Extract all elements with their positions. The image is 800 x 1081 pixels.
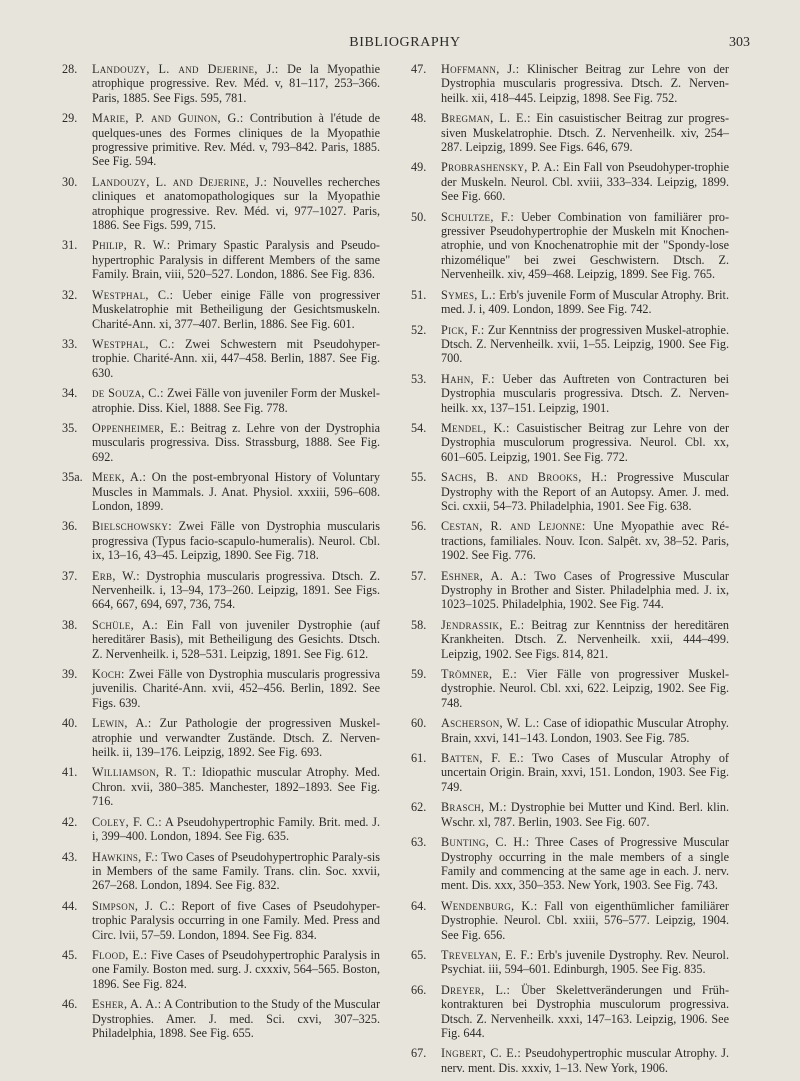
entry-number: 63. — [411, 835, 427, 850]
entry-citation: Ein Fall von Pseudohyper-trophie der Muskeln. Neurol. Cbl. xviii, 333–334. Leipzig, 1899. See Fig. 660. — [441, 160, 729, 204]
left-column — [62, 62, 380, 1046]
bibliography-entry — [62, 238, 380, 281]
bibliography-entry — [62, 667, 380, 710]
entry-citation: Dystrophie bei Mutter und Kind. Berl. klin. Wschr. xl, 787. Berlin, 1903. See Fig. 607. — [441, 800, 730, 829]
bibliography-entry — [62, 288, 380, 331]
entry-author: Symes, L.: — [441, 287, 496, 302]
entry-citation: Beitrag z. Lehre von der Dystrophia muscularis progressiva. Diss. Strassburg, 1888. See Fig. 692. — [92, 420, 381, 464]
bibliography-entry — [411, 519, 729, 562]
entry-citation: Zur Pathologie der progressiven Muskel-atrophie und verwandter Zustände. Dtsch. Z. Nerven-heilk. ii, 139–176. Leipzig, 1892. See Fig. 693. — [92, 716, 381, 760]
entry-author: Eshner, A. A.: — [441, 568, 527, 583]
entry-citation: Fall von eigenthümlicher familiärer Dystrophie. Neurol. Cbl. xxiii, 576–577. Leipzig, 1904. See Fig. 656. — [441, 898, 729, 942]
entry-citation: Two Cases of Muscular Atrophy of uncertain Origin. Brain, xxvi, 151. London, 1903. See Fig. 749. — [441, 751, 729, 794]
bibliography-entry — [62, 815, 380, 844]
entry-citation: Beitrag zur Kenntniss der hereditären Krankheiten. Dtsch. Z. Nervenheilk. xxii, 444–499. Leipzig, 1902. See Figs. 814, 821. — [441, 617, 729, 661]
entry-number: 32. — [62, 287, 78, 302]
right-column — [411, 62, 729, 1081]
entry-citation: Zur Kenntniss der progressiven Muskel-atrophie. Dtsch. Z. Nervenheilk. xvii, 1–55. Leipzig, 1900. See Fig. 700. — [441, 322, 729, 366]
bibliography-entry — [62, 948, 380, 991]
entry-author: Simpson, J. C.: — [92, 898, 176, 913]
bibliography-entry — [62, 386, 380, 415]
entry-author: Marie, P. and Guinon, G.: — [92, 111, 244, 126]
page-title: BIBLIOGRAPHY — [349, 35, 461, 50]
entry-number: 36. — [62, 519, 78, 534]
entry-citation: Three Cases of Progressive Muscular Dystrophy occurring in the male members of a single Family and commencing at the same age in each. J. nerv. ment. Dis. xxx, 350–353. New York, 1903. See Fig. 743. — [441, 835, 729, 893]
entry-citation: Zwei Schwestern mit Pseudohyper-trophie. Charité-Ann. xii, 447–458. Berlin, 1887. See Fig. 630. — [92, 336, 380, 380]
entry-number: 45. — [62, 947, 78, 962]
bibliography-entry — [411, 667, 729, 710]
bibliography-entry — [411, 372, 729, 415]
entry-number: 38. — [62, 617, 78, 632]
entry-citation: Primary Spastic Paralysis and Pseudo-hypertrophic Paralysis in different Members of the same Family. Brain, viii, 520–527. London, 1886. See Fig. 836. — [92, 238, 380, 282]
bibliography-entry — [411, 160, 729, 203]
bibliography-entry — [411, 470, 729, 513]
bibliography-entry — [62, 997, 380, 1040]
entry-citation: Casuistischer Beitrag zur Lehre von der Dystrophia musculorum progressiva. Neurol. Cbl. xx, 601–605. Leipzig, 1901. See Fig. 772. — [441, 420, 730, 464]
entry-number: 46. — [62, 997, 78, 1012]
bibliography-entry — [62, 519, 380, 562]
entry-author: Landouzy, L. and Dejerine, J.: — [92, 62, 279, 76]
entry-number: 49. — [411, 160, 427, 175]
entry-citation: De la Myopathie atrophique progressive. Rev. Méd. v, 81–117, 253–366. Paris, 1885. See Figs. 595, 781. — [92, 62, 381, 105]
entry-author: Jendrassik, E.: — [441, 617, 525, 632]
entry-number: 52. — [411, 322, 427, 337]
entry-number: 37. — [62, 568, 78, 583]
entry-citation: Erb's juvenile Form of Muscular Atrophy. Brit. med. J. i, 409. London, 1899. See Fig. 742. — [441, 287, 729, 317]
bibliography-entry — [62, 337, 380, 380]
entry-number: 61. — [411, 751, 427, 766]
entry-number: 51. — [411, 287, 427, 302]
entry-citation: Two Cases of Progressive Muscular Dystrophy in Brother and Sister. Philadelphia med. J. ix, 1023–1025. Philadelphia, 1902. See Fig. 744. — [441, 568, 729, 612]
entry-number: 41. — [62, 765, 78, 780]
entry-citation: A Contribution to the Study of the Muscular Dystrophies. Amer. J. med. Sci. cxvi, 307–325. Philadelphia, 1898. See Fig. 655. — [92, 997, 381, 1040]
bibliography-entry — [411, 800, 729, 829]
entry-number: 53. — [411, 371, 427, 386]
bibliography-entry — [411, 983, 729, 1041]
entry-author: Esher, A. A.: — [92, 997, 162, 1012]
entry-number: 31. — [62, 238, 78, 253]
bibliography-entry — [62, 421, 380, 464]
entry-number: 34. — [62, 386, 78, 401]
entry-citation: Case of idiopathic Muscular Atrophy. Brain, xxvi, 141–143. London, 1903. See Fig. 785. — [441, 716, 729, 745]
bibliography-entry — [411, 62, 729, 105]
entry-citation: Vier Fälle von progressiver Muskel-dystrophie. Neurol. Cbl. xxi, 622. Leipzig, 1902. See Fig. 748. — [441, 667, 730, 710]
entry-number: 57. — [411, 568, 427, 583]
entry-number: 35. — [62, 420, 78, 435]
entry-citation: Zwei Fälle von Dystrophia muscularis progressiva juvenilis. Charité-Ann. xvii, 452–456. Berlin, 1892. See Figs. 639. — [92, 667, 380, 710]
entry-citation: Report of five Cases of Pseudohyper-trophic Paralysis occurring in one Family. Med. Press and Circ. lvii, 57–59. London, 1894. See Fig. 834. — [92, 898, 381, 942]
entry-author: Bregman, L. E.: — [441, 111, 531, 126]
entry-author: Cestan, R. and Lejonne: — [441, 519, 586, 534]
entry-author: Mendel, K.: — [441, 420, 510, 435]
entry-author: Probrashensky, P. A.: — [441, 160, 560, 175]
entry-number: 60. — [411, 716, 427, 731]
entry-author: Dreyer, L.: — [441, 982, 511, 997]
bibliography-entry — [411, 618, 729, 661]
bibliography-entry — [411, 210, 729, 282]
entry-author: Flood, E.: — [92, 947, 148, 962]
bibliography-entry — [62, 111, 380, 169]
entry-author: Sachs, B. and Brooks, H.: — [441, 470, 608, 485]
entry-citation: Two Cases of Pseudohypertrophic Paraly-sis in Members of the same Family. Trans. clin. Soc. xxvii, 267–268. London, 1894. See Fig. 832. — [92, 849, 381, 893]
entry-citation: Contribution à l'étude de quelques-unes des Formes cliniques de la Myopathie progressive primitive. Rev. Méd. v, 793–842. Paris, 1885. See Fig. 594. — [92, 111, 380, 169]
bibliography-entry — [62, 470, 380, 513]
entry-author: Erb, W.: — [92, 568, 140, 583]
entry-author: de Souza, C.: — [92, 386, 164, 401]
entry-number: 55. — [411, 470, 427, 485]
entry-author: Brasch, M.: — [441, 800, 507, 815]
entry-citation: On the post-embryonal History of Voluntary Muscles in Mammals. J. Anat. Physiol. xxxiii, 596–608. London, 1899. — [92, 470, 381, 513]
entry-number: 43. — [62, 849, 78, 864]
entry-number: 47. — [411, 62, 427, 76]
entry-citation: Ein Fall von juveniler Dystrophie (auf hereditärer Basis), mit Betheiligung des Gesichts. Dtsch. Z. Nervenheilk. i, 528–531. Leipzig, 1891. See Fig. 612. — [92, 617, 381, 661]
entry-number: 33. — [62, 336, 78, 351]
entry-author: Coley, F. C.: — [92, 814, 162, 829]
entry-number: 64. — [411, 898, 427, 913]
entry-author: Westphal, C.: — [92, 336, 175, 351]
bibliography-entry — [411, 751, 729, 794]
entry-number: 62. — [411, 800, 427, 815]
entry-citation: Erb's juvenile Dystrophy. Rev. Neurol. Psychiat. iii, 594–601. Edinburgh, 1905. See Fig. 835. — [441, 947, 729, 977]
entry-citation: Zwei Fälle von Dystrophia muscularis progressiva (Typus facio-scapulo-humeralis). Neurol. Cbl. ix, 13–16, 43–45. Leipzig, 1890. See Fig. 718. — [92, 519, 381, 563]
page-number: 303 — [729, 35, 750, 50]
entry-author: Oppenheimer, E.: — [92, 420, 185, 435]
entry-author: Hawkins, F.: — [92, 849, 159, 864]
entry-number: 42. — [62, 814, 78, 829]
entry-author: Williamson, R. T.: — [92, 765, 197, 780]
entry-author: Philip, R. W.: — [92, 238, 171, 253]
entry-citation: Ueber einige Fälle von progressiver Muskelatrophie mit Betheiligung der Gesichtsmuskeln. Charité-Ann. xi, 377–407. Berlin, 1886. See Fig. 601. — [92, 287, 380, 331]
bibliography-entry — [62, 175, 380, 233]
entry-citation: Über Skelettveränderungen und Früh-kontrakturen bei Dystrophia musculorum progressiva. Dtsch. Z. Nervenheilk. xxxi, 147–163. Leipzig, 1906. See Fig. 644. — [441, 982, 730, 1040]
entry-author: Schultze, F.: — [441, 209, 515, 224]
bibliography-entry — [62, 569, 380, 612]
bibliography-entry — [411, 899, 729, 942]
bibliography-entry — [411, 948, 729, 977]
entry-author: Hoffmann, J.: — [441, 62, 520, 76]
entry-number: 39. — [62, 667, 78, 682]
bibliography-entry — [62, 850, 380, 893]
bibliography-entry — [62, 765, 380, 808]
entry-number: 48. — [411, 111, 427, 126]
entry-author: Trömner, E.: — [441, 667, 518, 682]
bibliography-entry — [62, 716, 380, 759]
entry-author: Westphal, C.: — [92, 287, 174, 302]
bibliography-entry — [411, 421, 729, 464]
entry-citation: Progressive Muscular Dystrophy with the Report of an Autopsy. Amer. J. med. Sci. cxxii, 54–73. Philadelphia, 1901. See Fig. 638. — [441, 470, 729, 513]
bibliography-entry — [411, 1046, 729, 1075]
entry-citation: Une Myopathie avec Ré-tractions, familiales. Nouv. Icon. Salpêt. xv, 38–52. Paris, 1902. See Fig. 776. — [441, 519, 730, 563]
entry-citation: Ueber das Auftreten von Contracturen bei Dystrophia muscularis progressiva. Dtsch. Z. Nerven-heilk. xx, 137–151. Leipzig, 1901. — [441, 371, 730, 415]
entry-citation: Nouvelles recherches cliniques et anatomopathologiques sur la Myopathie atrophique progressive. Rev. Méd. vi, 977–1027. Paris, 1886. See Figs. 599, 715. — [92, 174, 381, 233]
entry-citation: Pseudohypertrophic muscular Atrophy. J. nerv. ment. Dis. xxxiv, 1–13. New York, 1906. — [441, 1046, 729, 1075]
bibliography-entry — [411, 288, 729, 317]
entry-citation: Idiopathic muscular Atrophy. Med. Chron. xvii, 380–385. Manchester, 1892–1893. See Fig. 716. — [92, 765, 381, 809]
entry-citation: Ueber Combination von familiärer pro-gressiver Pseudohypertrophie der Muskeln mit Knochen-atrophie, und von Knochenatrophie mit der "Spondy-lose rhizomélique" bei zwei Geschwistern. Dtsch. Z. Nervenheilk. xiv, 459–468. Leipzig, 1899. See Fig. 765. — [441, 209, 730, 282]
entry-number: 30. — [62, 174, 78, 189]
entry-number: 66. — [411, 982, 427, 997]
entry-number: 67. — [411, 1046, 427, 1061]
entry-citation: Ein casuistischer Beitrag zur progres-siven Muskelatrophie. Dtsch. Z. Nervenheilk. xiv, 254–287. Leipzig, 1899. See Figs. 646, 679. — [441, 111, 730, 155]
bibliography-entry — [62, 62, 380, 105]
entry-citation: Zwei Fälle von juveniler Form der Muskel-atrophie. Diss. Kiel, 1888. See Fig. 778. — [92, 386, 380, 415]
entry-number: 58. — [411, 617, 427, 632]
entry-number: 65. — [411, 947, 427, 962]
entry-number: 29. — [62, 111, 78, 126]
bibliography-entry — [411, 569, 729, 612]
bibliography-entry — [411, 716, 729, 745]
bibliography-entry — [411, 323, 729, 366]
entry-number: 54. — [411, 420, 427, 435]
running-head — [60, 35, 750, 55]
entry-author: Batten, F. E.: — [441, 751, 524, 766]
bibliography-entry — [411, 835, 729, 893]
entry-author: Pick, F.: — [441, 322, 485, 337]
entry-author: Trevelyan, E. F.: — [441, 947, 534, 962]
entry-citation: Klinischer Beitrag zur Lehre von der Dystrophia muscularis progressiva. Dtsch. Z. Nerven-heilk. xii, 418–445. Leipzig, 1898. See Fig. 752. — [441, 62, 729, 105]
entry-author: Bunting, C. H.: — [441, 835, 530, 850]
entry-author: Bielschowsky: — [92, 519, 172, 534]
entry-citation: Dystrophia muscularis progressiva. Dtsch. Z. Nervenheilk. i, 13–94, 173–260. Leipzig, 1891. See Figs. 664, 667, 694, 697, 736, 754. — [92, 568, 380, 612]
bibliography-entry — [62, 618, 380, 661]
entry-number: 50. — [411, 209, 427, 224]
entry-citation: Five Cases of Pseudohypertrophic Paralysis in one Family. Boston med. surg. J. cxxxiv, 564–565. Boston, 1896. See Fig. 824. — [92, 947, 380, 991]
entry-citation: A Pseudohypertrophic Family. Brit. med. J. i, 399–400. London, 1894. See Fig. 635. — [92, 814, 380, 844]
entry-number: 35a. — [62, 470, 83, 485]
entry-number: 59. — [411, 667, 427, 682]
entry-number: 40. — [62, 716, 78, 731]
bibliography-entry — [62, 899, 380, 942]
entry-number: 28. — [62, 62, 78, 76]
entry-author: Meek, A.: — [92, 470, 147, 485]
entry-number: 44. — [62, 898, 78, 913]
entry-author: Lewin, A.: — [92, 716, 152, 731]
entry-author: Landouzy, L. and Dejerine, J.: — [92, 174, 268, 189]
entry-author: Wendenburg, K.: — [441, 898, 538, 913]
entry-author: Ascherson, W. L.: — [441, 716, 540, 731]
entry-number: 56. — [411, 519, 427, 534]
entry-author: Ingbert, C. E.: — [441, 1046, 522, 1061]
bibliography-entry — [411, 111, 729, 154]
entry-author: Koch: — [92, 667, 125, 682]
entry-author: Schüle, A.: — [92, 617, 159, 632]
entry-author: Hahn, F.: — [441, 371, 495, 386]
